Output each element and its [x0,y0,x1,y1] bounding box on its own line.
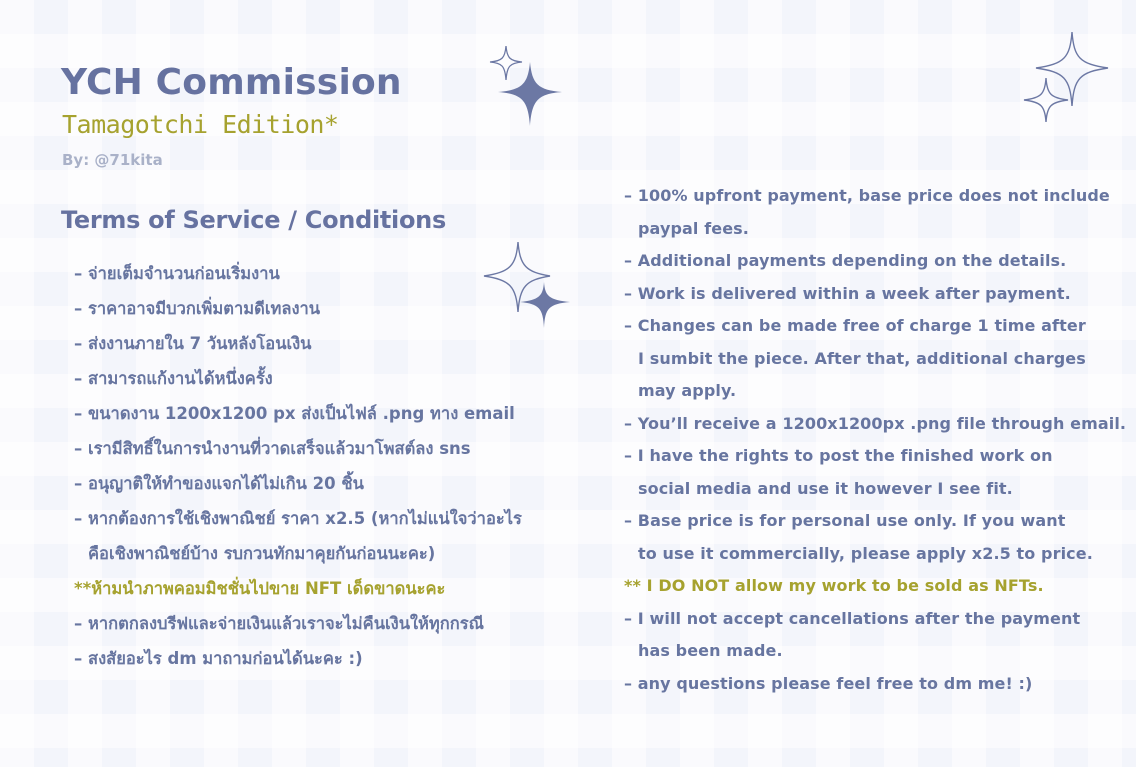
thai-term-item: – ขนาดงาน 1200x1200 px ส่งเป็นไฟล์ .png ทาง email [74,404,515,423]
english-term-item-continuation: to use it commercially, please apply x2.5 to price. [638,543,1093,563]
english-nft-warning: ** I DO NOT allow my work to be sold as NFTs. [624,576,1044,595]
thai-nft-warning: **ห้ามนำภาพคอมมิชชั่นไปขาย NFT เด็ดขาดนะคะ [74,579,446,598]
english-term-item-continuation: paypal fees. [638,218,749,238]
thai-term-item: – ส่งงานภายใน 7 วันหลังโอนเงิน [74,334,312,353]
thai-term-item: – จ่ายเต็มจำนวนก่อนเริ่มงาน [74,264,280,283]
english-term-item: – Work is delivered within a week after payment. [624,283,1071,303]
thai-term-item-continuation: คือเชิงพาณิชย์บ้าง รบกวนทักมาคุยกันก่อนนะคะ) [88,544,436,563]
english-term-item: – Changes can be made free of charge 1 time after [624,316,1086,335]
thai-terms-list [74,256,604,676]
english-term-item-continuation: I sumbit the piece. After that, additional charges [638,348,1086,368]
page-title: YCH Commission [61,62,402,103]
english-term-item-continuation: has been made. [638,641,783,660]
thai-term-item: – เรามีสิทธิ์ในการนำงานที่วาดเสร็จแล้วมาโพสต์ลง sns [74,439,471,458]
thai-term-item: – อนุญาติให้ทำของแจกได้ไม่เกิน 20 ชิ้น [74,474,364,493]
english-term-item: – I will not accept cancellations after the payment [624,608,1081,628]
english-terms-list [624,180,1127,700]
page-subtitle: Tamagotchi Edition* [62,110,339,139]
thai-term-item: – หากตกลงบรีฟและจ่ายเงินแล้วเราจะไม่คืนเงินให้ทุกกรณี [74,614,484,633]
english-term-item: – You’ll receive a 1200x1200px .png file through email. [624,413,1127,433]
english-term-item-continuation: social media and use it however I see fit. [638,478,1013,498]
author-byline: By: @71kita [62,151,163,169]
thai-term-item: – สงสัยอะไร dm มาถามก่อนได้นะคะ :) [74,649,363,668]
thai-term-item: – ราคาอาจมีบวกเพิ่มตามดีเทลงาน [74,299,321,318]
thai-term-item: – สามารถแก้งานได้หนึ่งครั้ง [74,369,273,388]
english-term-item-continuation: may apply. [638,381,737,400]
sparkle-icon [486,44,570,134]
english-term-item: – Additional payments depending on the details. [624,251,1067,270]
english-term-item: – Base price is for personal use only. If you want [624,511,1066,530]
english-term-item: – 100% upfront payment, base price does not include [624,186,1110,205]
thai-term-item: – หากต้องการใช้เชิงพาณิชย์ ราคา x2.5 (หากไม่แน่ใจว่าอะไร [74,509,522,528]
english-term-item: – I have the rights to post the finished work on [624,446,1053,465]
english-term-item: – any questions please feel free to dm me! :) [624,673,1033,693]
sparkle-icon [1018,30,1114,126]
section-heading: Terms of Service / Conditions [61,206,446,234]
